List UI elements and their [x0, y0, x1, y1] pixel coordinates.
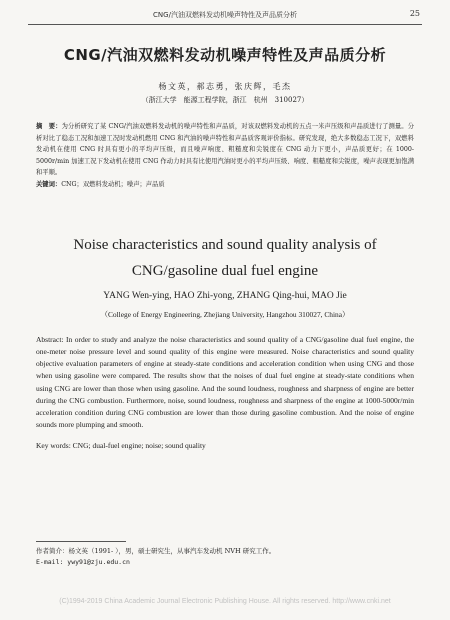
english-keywords-label: Key words: [36, 441, 71, 450]
running-title: CNG/汽油双燃料发动机噪声特性及声品质分析 [153, 11, 297, 19]
english-abstract-text: In order to study and analyze the noise characteristics and sound quality of a CNG/gasoline dual fuel engine, the one-meter noise pressure level and sound quality of this engine were measured. Noise characteristics and sound quality objective evaluation parameters of engine at steady-state conditions and acceleration condition when using CNG and those when using gasoline were compared. The results show that the noises of dual fuel engine at steady-state conditions when using CNG are lower than those when using gasoline. And the sound loudness, roughness and sharpness of engine are better during the CNG combustion. Furthermore, noise, sound loudness, roughness and sharpness of the engine at 1000-5000r/min acceleration condition during CNG combustion are lower than those during gasoline combustion. And the noise of engine sounds more plumping and smooth. [36, 335, 414, 430]
english-affiliation: （College of Energy Engineering, Zhejiang University, Hangzhou 310027, China） [100, 310, 350, 319]
english-abstract [36, 334, 414, 431]
english-title-line1: Noise characteristics and sound quality analysis of [73, 237, 377, 253]
author-email: E-mail: ywy91@zju.edu.cn [36, 558, 130, 566]
chinese-title: CNG/汽油双燃料发动机噪声特性及声品质分析 [63, 46, 387, 64]
chinese-keywords-text: CNG；双燃料发动机；噪声；声品质 [61, 181, 165, 188]
chinese-abstract-label: 摘 要： [36, 123, 62, 130]
chinese-keywords [36, 179, 414, 188]
english-keywords [36, 441, 414, 450]
page-number: 25 [409, 9, 420, 18]
chinese-authors: 杨文英，郝志勇，张庆辉，毛杰 [158, 82, 292, 91]
english-keywords-text: CNG; dual-fuel engine; noise; sound quality [72, 441, 206, 450]
english-title-line2: CNG/gasoline dual fuel engine [131, 263, 319, 279]
chinese-abstract [36, 121, 414, 179]
english-abstract-label: Abstract: [36, 335, 64, 344]
copyright-watermark: (C)1994-2019 China Academic Journal Electronic Publishing House. All rights reserved. http://www.cnki.net [59, 598, 391, 605]
english-authors: YANG Wen-ying, HAO Zhi-yong, ZHANG Qing-hui, MAO Jie [103, 291, 347, 301]
header-rule [28, 24, 422, 25]
chinese-abstract-text: 为分析研究了某 CNG/汽油双燃料发动机的噪声特性和声品质，对该双燃料发动机的五点一米声压级和声品质进行了测量。分析对比了稳态工况和加速工况时发动机燃用 CNG 和汽油的噪声特性和声品质客观评价指标。研究发现，绝大多数稳态工况下，双燃料发动机在使用 CNG 时具有更小的平均声压级，而且噪声响度、粗糙度和尖锐度在 CNG 动力下更小，声品质更好；在 1000-5000r/min 加速工况下发动机在使用 CNG 作动力时具有比使用汽油时更小的平均声压级、响度、粗糙度和尖锐度，噪声表现更加饱满和平顺。 [36, 123, 415, 177]
author-bio: 作者简介：杨文英（1991- ），男，硕士研究生，从事汽车发动机 NVH 研究工作。 [36, 547, 276, 555]
running-header [0, 8, 450, 26]
footnote-rule [36, 541, 126, 542]
chinese-keywords-label: 关键词： [36, 181, 62, 188]
chinese-affiliation: （浙江大学 能源工程学院，浙江 杭州 310027） [141, 96, 309, 104]
